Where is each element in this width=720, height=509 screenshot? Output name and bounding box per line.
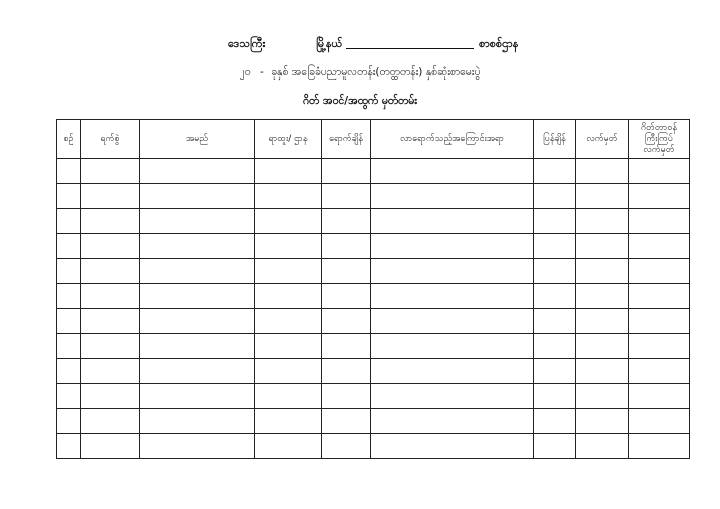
table-cell (534, 309, 576, 334)
col-serial: စဉ် (57, 120, 81, 159)
table-cell (255, 159, 322, 184)
table-cell (576, 209, 629, 234)
table-row (57, 159, 690, 184)
col-date: ရက်စွဲ (81, 120, 140, 159)
table-cell (140, 259, 255, 284)
table-cell (57, 259, 81, 284)
table-cell (255, 434, 322, 459)
table-cell (57, 359, 81, 384)
subtitle-dash: - (259, 66, 264, 78)
table-row (57, 284, 690, 309)
table-cell (576, 284, 629, 309)
table-cell (322, 259, 371, 284)
table-cell (81, 409, 140, 434)
table-cell (576, 359, 629, 384)
table-cell (629, 284, 690, 309)
table-cell (322, 409, 371, 434)
table-cell (255, 209, 322, 234)
table-cell (140, 309, 255, 334)
table-cell (57, 184, 81, 209)
table-cell (576, 434, 629, 459)
table-cell (255, 309, 322, 334)
table-cell (322, 359, 371, 384)
table-cell (629, 209, 690, 234)
table-cell (140, 159, 255, 184)
table-cell (255, 334, 322, 359)
table-cell (629, 259, 690, 284)
table-cell (629, 334, 690, 359)
table-cell (255, 284, 322, 309)
table-cell (371, 284, 534, 309)
table-cell (629, 434, 690, 459)
table-cell (140, 409, 255, 434)
table-cell (629, 409, 690, 434)
table-cell (629, 309, 690, 334)
table-cell (57, 334, 81, 359)
table-cell (322, 434, 371, 459)
table-cell (255, 184, 322, 209)
col-supervisor-signature: ဂိတ်တာဝန် ကြီးကြပ် လက်မှတ် (629, 120, 690, 159)
table-cell (576, 409, 629, 434)
table-cell (629, 184, 690, 209)
region-label: ဒေသကြီး (228, 37, 266, 50)
form-title: ဂိတ် အဝင်/အထွက် မှတ်တမ်း (303, 95, 417, 107)
table-cell (534, 434, 576, 459)
table-cell (371, 384, 534, 409)
table-cell (576, 234, 629, 259)
table-cell (534, 359, 576, 384)
table-cell (322, 384, 371, 409)
table-cell (140, 234, 255, 259)
table-cell (140, 284, 255, 309)
table-header-row (57, 120, 690, 159)
table-cell (371, 434, 534, 459)
table-cell (140, 184, 255, 209)
table-cell (140, 434, 255, 459)
table-cell (322, 284, 371, 309)
exam-subtitle (0, 66, 720, 81)
col-arrival-time: ရောက်ချိန် (322, 120, 371, 159)
col-signature: လက်မှတ် (576, 120, 629, 159)
table-cell (371, 259, 534, 284)
table-cell (576, 334, 629, 359)
exam-name: ခုနှစ် အခြေခံပညာမူလတန်း(တတ္ထတန်း) နှစ်ဆုံးစာမေးပွဲ (271, 66, 481, 78)
table-cell (371, 409, 534, 434)
table-cell (81, 384, 140, 409)
year-number: ၂၀ (239, 66, 251, 78)
table-cell (534, 159, 576, 184)
table-row (57, 234, 690, 259)
table-row (57, 409, 690, 434)
col-position: ရာထူး/ ဌာန (255, 120, 322, 159)
table-cell (81, 259, 140, 284)
table-cell (371, 309, 534, 334)
table-cell (322, 234, 371, 259)
table-cell (576, 309, 629, 334)
table-cell (255, 234, 322, 259)
table-cell (255, 384, 322, 409)
town-label: မြို့နယ် (316, 37, 343, 50)
table-cell (140, 334, 255, 359)
col-return-time: ပြန်ချိန် (534, 120, 576, 159)
header-line (0, 35, 720, 53)
table-cell (140, 359, 255, 384)
table-cell (140, 209, 255, 234)
gate-log-table (56, 119, 690, 459)
table-cell (371, 334, 534, 359)
table-cell (629, 159, 690, 184)
table-cell (255, 259, 322, 284)
table-cell (81, 309, 140, 334)
table-cell (81, 234, 140, 259)
table-cell (534, 259, 576, 284)
table-cell (81, 334, 140, 359)
town-fill-line (346, 48, 474, 49)
table-cell (576, 259, 629, 284)
table-cell (371, 159, 534, 184)
table-cell (322, 184, 371, 209)
table-cell (57, 434, 81, 459)
table-cell (81, 159, 140, 184)
col-purpose: လာရောက်သည့်အကြောင်းအရာ (371, 120, 534, 159)
table-cell (140, 384, 255, 409)
table-row (57, 384, 690, 409)
table-cell (534, 184, 576, 209)
table-cell (57, 284, 81, 309)
table-cell (576, 184, 629, 209)
table-cell (371, 234, 534, 259)
table-cell (81, 284, 140, 309)
table-cell (534, 384, 576, 409)
table-cell (534, 234, 576, 259)
table-cell (81, 209, 140, 234)
table-row (57, 359, 690, 384)
table-cell (322, 159, 371, 184)
table-row (57, 309, 690, 334)
col-name: အမည် (140, 120, 255, 159)
table-cell (57, 234, 81, 259)
table-row (57, 209, 690, 234)
table-cell (576, 159, 629, 184)
table-cell (629, 359, 690, 384)
table-cell (57, 384, 81, 409)
table-cell (81, 184, 140, 209)
table-cell (322, 334, 371, 359)
table-cell (57, 209, 81, 234)
table-cell (534, 284, 576, 309)
table-cell (81, 359, 140, 384)
table-cell (629, 234, 690, 259)
table-row (57, 184, 690, 209)
table-cell (57, 309, 81, 334)
table-cell (57, 159, 81, 184)
table-cell (322, 309, 371, 334)
table-row (57, 259, 690, 284)
table-cell (81, 434, 140, 459)
table-cell (534, 334, 576, 359)
table-row (57, 334, 690, 359)
table-cell (255, 409, 322, 434)
table-row (57, 434, 690, 459)
table-cell (534, 209, 576, 234)
table-cell (576, 384, 629, 409)
table-cell (629, 384, 690, 409)
table-cell (322, 209, 371, 234)
table-cell (371, 184, 534, 209)
table-cell (255, 359, 322, 384)
table-cell (534, 409, 576, 434)
table-cell (371, 359, 534, 384)
exam-center-label: စာစစ်ဌာန (479, 37, 519, 50)
table-cell (371, 209, 534, 234)
table-cell (57, 409, 81, 434)
